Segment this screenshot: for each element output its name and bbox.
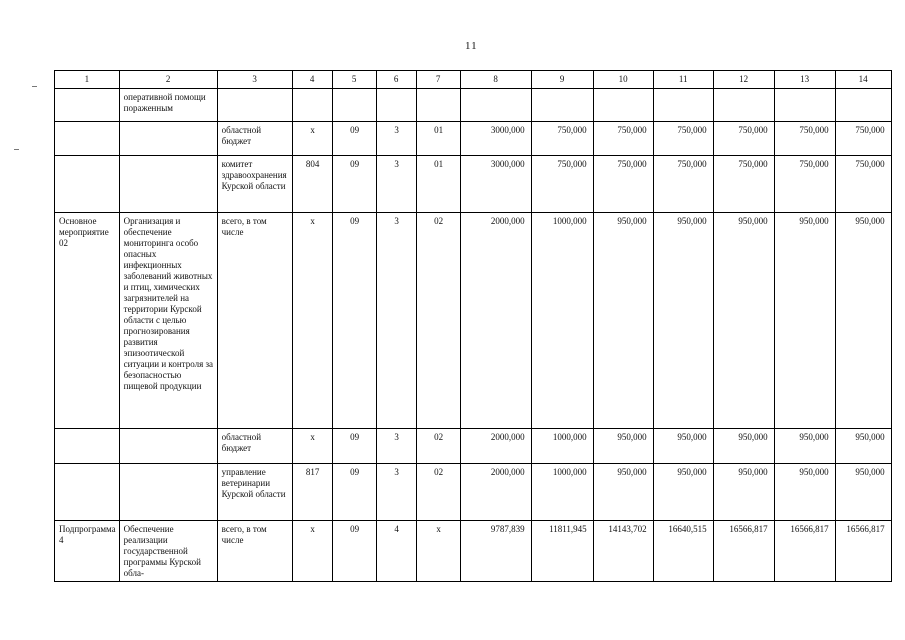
table-cell: 950,000 [774, 213, 835, 429]
table-cell: 950,000 [713, 429, 774, 464]
table-cell [713, 89, 774, 122]
table-cell: 750,000 [531, 156, 593, 213]
table-cell [55, 464, 120, 521]
table-cell [332, 89, 376, 122]
header-cell: 2 [119, 71, 217, 89]
page-number: 11 [465, 40, 478, 52]
table-cell: 950,000 [653, 213, 713, 429]
table-cell: 16640,515 [653, 521, 713, 582]
table-cell: 2000,000 [460, 429, 531, 464]
table-cell: 3 [376, 213, 416, 429]
table-cell: 950,000 [653, 464, 713, 521]
table-cell: 3000,000 [460, 156, 531, 213]
table-cell: 3 [376, 464, 416, 521]
table-cell: Основное мероприятие 02 [55, 213, 120, 429]
table-cell: 09 [332, 213, 376, 429]
table-cell: 750,000 [653, 156, 713, 213]
table-cell: 09 [332, 122, 376, 156]
table-cell: 817 [292, 464, 332, 521]
table-cell [376, 89, 416, 122]
header-cell: 11 [653, 71, 713, 89]
table-cell [119, 429, 217, 464]
budget-table [54, 70, 892, 582]
table-row [55, 89, 892, 122]
table-cell: всего, в том числе [217, 213, 292, 429]
table-cell: управление ветеринарии Курской области [217, 464, 292, 521]
table-row [55, 213, 892, 429]
table-cell: Подпрограмма 4 [55, 521, 120, 582]
header-cell: 13 [774, 71, 835, 89]
table-cell: 3 [376, 122, 416, 156]
table-cell: Организация и обеспечение мониторинга особо опасных инфекционных заболеваний животных и птиц, химических загрязнителей на территории Курской области с целью прогнозирования развития эпизоотической ситуации и контроля за безопасностью пищевой продукции [119, 213, 217, 429]
table-cell: 750,000 [713, 156, 774, 213]
table-cell: 1000,000 [531, 464, 593, 521]
table-cell [460, 89, 531, 122]
table-cell: 950,000 [774, 429, 835, 464]
table-cell: 950,000 [653, 429, 713, 464]
table-cell [217, 89, 292, 122]
table-cell: х [292, 122, 332, 156]
table-cell: 3 [376, 156, 416, 213]
table-cell [774, 89, 835, 122]
table-cell: х [292, 521, 332, 582]
table-row [55, 521, 892, 582]
header-cell: 12 [713, 71, 774, 89]
table-cell: 16566,817 [835, 521, 891, 582]
table-cell: областной бюджет [217, 122, 292, 156]
table-cell: х [292, 213, 332, 429]
table-cell: 02 [416, 464, 460, 521]
table-cell: 09 [332, 429, 376, 464]
table-cell: 3000,000 [460, 122, 531, 156]
table-cell [531, 89, 593, 122]
table-cell: 9787,839 [460, 521, 531, 582]
table-row [55, 429, 892, 464]
header-cell: 3 [217, 71, 292, 89]
header-cell: 9 [531, 71, 593, 89]
table-cell: 16566,817 [713, 521, 774, 582]
table-cell: 02 [416, 213, 460, 429]
table-cell: 16566,817 [774, 521, 835, 582]
table-cell: 750,000 [531, 122, 593, 156]
header-cell: 8 [460, 71, 531, 89]
header-cell: 1 [55, 71, 120, 89]
table-cell: 01 [416, 122, 460, 156]
table-cell [119, 122, 217, 156]
table-cell: 750,000 [774, 156, 835, 213]
table-row [55, 156, 892, 213]
table-cell: х [292, 429, 332, 464]
table-cell: 11811,945 [531, 521, 593, 582]
header-cell: 6 [376, 71, 416, 89]
header-row [55, 71, 892, 89]
table-cell: 1000,000 [531, 213, 593, 429]
header-cell: 4 [292, 71, 332, 89]
table-cell: 09 [332, 464, 376, 521]
table-cell: 02 [416, 429, 460, 464]
table-cell: 4 [376, 521, 416, 582]
header-cell: 10 [593, 71, 653, 89]
table-cell: всего, в том числе [217, 521, 292, 582]
table-cell: 950,000 [835, 429, 891, 464]
table-cell: 950,000 [835, 464, 891, 521]
margin-mark [32, 86, 37, 87]
table-row [55, 122, 892, 156]
table-cell: 950,000 [713, 464, 774, 521]
table-cell: 09 [332, 156, 376, 213]
table-cell: 950,000 [774, 464, 835, 521]
margin-mark [14, 149, 19, 150]
table-cell: 750,000 [713, 122, 774, 156]
table-cell: 804 [292, 156, 332, 213]
table-cell: 750,000 [835, 122, 891, 156]
header-cell: 7 [416, 71, 460, 89]
table-cell: 750,000 [593, 122, 653, 156]
table-cell: х [416, 521, 460, 582]
table-cell: 2000,000 [460, 464, 531, 521]
table-cell: оперативной помощи пораженным [119, 89, 217, 122]
table-cell: 950,000 [593, 429, 653, 464]
table-cell: 750,000 [593, 156, 653, 213]
table-cell: 1000,000 [531, 429, 593, 464]
table-cell: 950,000 [713, 213, 774, 429]
table-cell: 750,000 [653, 122, 713, 156]
table-cell [292, 89, 332, 122]
table-cell [55, 156, 120, 213]
table-cell: комитет здравоохранения Курской области [217, 156, 292, 213]
header-cell: 14 [835, 71, 891, 89]
table-cell: 950,000 [593, 464, 653, 521]
table-cell: 750,000 [774, 122, 835, 156]
table-cell [55, 429, 120, 464]
table-cell: 950,000 [835, 213, 891, 429]
table-cell: 01 [416, 156, 460, 213]
table-cell: 3 [376, 429, 416, 464]
table-cell: 750,000 [835, 156, 891, 213]
table-cell [119, 156, 217, 213]
table-cell [119, 464, 217, 521]
table-row [55, 464, 892, 521]
table-cell [653, 89, 713, 122]
table-cell: областной бюджет [217, 429, 292, 464]
table-cell: 14143,702 [593, 521, 653, 582]
table-cell [55, 122, 120, 156]
table-cell: 2000,000 [460, 213, 531, 429]
table-cell: Обеспечение реализации государственной программы Курской обла- [119, 521, 217, 582]
table-cell [835, 89, 891, 122]
table-cell [593, 89, 653, 122]
table-cell: 950,000 [593, 213, 653, 429]
table-cell: 09 [332, 521, 376, 582]
table-cell [416, 89, 460, 122]
header-cell: 5 [332, 71, 376, 89]
table-cell [55, 89, 120, 122]
